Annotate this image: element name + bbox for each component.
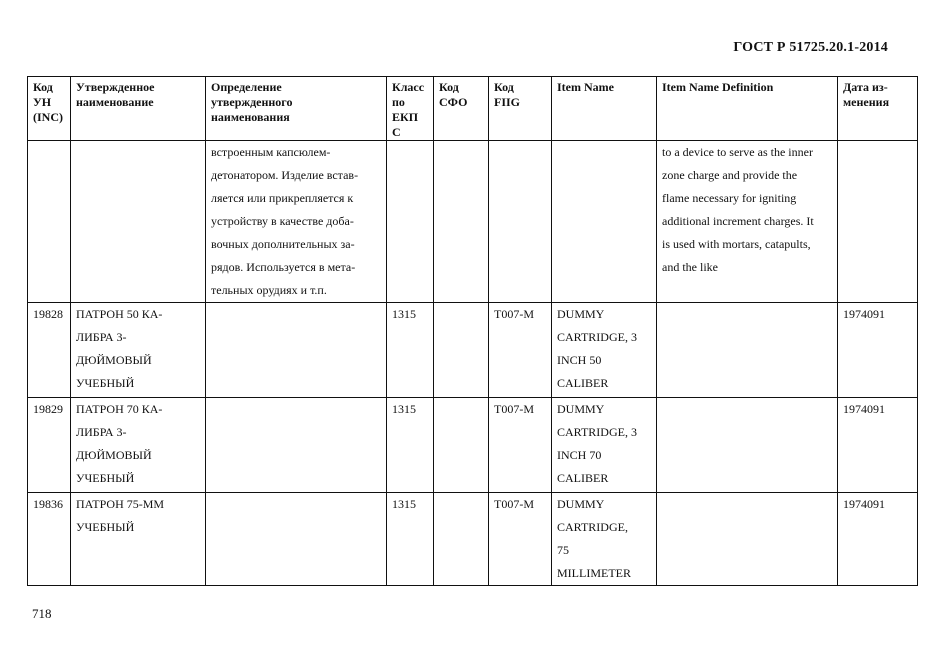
cell-inc: 19828 bbox=[28, 303, 71, 398]
header-approved-name: Утвержденное наименование bbox=[71, 77, 206, 141]
cell-fiig: T007-M bbox=[489, 493, 552, 586]
cell-fiig: T007-M bbox=[489, 303, 552, 398]
header-fiig: Код FIIG bbox=[489, 77, 552, 141]
cell-approved-name: ПАТРОН 75-ММ УЧЕБНЫЙ bbox=[71, 493, 206, 586]
registry-table bbox=[27, 76, 918, 586]
cell-class: 1315 bbox=[387, 493, 434, 586]
header-definition: Определение утвержденного наименования bbox=[206, 77, 387, 141]
header-inc: Код УН (INC) bbox=[28, 77, 71, 141]
cell-approved-name: ПАТРОН 70 КА- ЛИБРА 3- ДЮЙМОВЫЙ УЧЕБНЫЙ bbox=[71, 398, 206, 493]
cell-change-date: 1974091 bbox=[838, 303, 918, 398]
cell-sfo bbox=[434, 303, 489, 398]
cell-approved-name: ПАТРОН 50 КА- ЛИБРА 3- ДЮЙМОВЫЙ УЧЕБНЫЙ bbox=[71, 303, 206, 398]
cell-item-name bbox=[552, 141, 657, 303]
header-item-name-definition: Item Name Definition bbox=[657, 77, 838, 141]
cell-change-date: 1974091 bbox=[838, 398, 918, 493]
cell-inc: 19829 bbox=[28, 398, 71, 493]
cell-inc: 19836 bbox=[28, 493, 71, 586]
cell-approved-name bbox=[71, 141, 206, 303]
table-row bbox=[28, 493, 918, 586]
header-item-name: Item Name bbox=[552, 77, 657, 141]
cell-class: 1315 bbox=[387, 398, 434, 493]
cell-definition bbox=[206, 398, 387, 493]
cell-sfo bbox=[434, 141, 489, 303]
cell-change-date: 1974091 bbox=[838, 493, 918, 586]
cell-item-name-definition: to a device to serve as the inner zone charge and provide the flame necessary for igniting additional increment charges. It is used with mortars, catapults, and the like bbox=[657, 141, 838, 303]
header-row bbox=[28, 77, 918, 141]
table-row bbox=[28, 398, 918, 493]
page-number: 718 bbox=[32, 606, 52, 621]
cell-fiig: T007-M bbox=[489, 398, 552, 493]
cell-definition bbox=[206, 493, 387, 586]
cell-item-name: DUMMY CARTRIDGE, 3 INCH 50 CALIBER bbox=[552, 303, 657, 398]
header-sfo: Код СФО bbox=[434, 77, 489, 141]
cell-class: 1315 bbox=[387, 303, 434, 398]
table-row bbox=[28, 303, 918, 398]
cell-class bbox=[387, 141, 434, 303]
cell-sfo bbox=[434, 398, 489, 493]
cell-definition bbox=[206, 303, 387, 398]
cell-item-name-definition bbox=[657, 303, 838, 398]
cell-item-name-definition bbox=[657, 493, 838, 586]
header-change-date: Дата из- менения bbox=[838, 77, 918, 141]
cell-definition: встроенным капсюлем- детонатором. Изделие встав- ляется или прикрепляется к устройству в качестве доба- вочных дополнительных за- рядов. Используется в мета- тельных орудиях и т.п. bbox=[206, 141, 387, 303]
cell-inc bbox=[28, 141, 71, 303]
standard-designation: ГОСТ Р 51725.20.1-2014 bbox=[733, 40, 888, 55]
table-row-continuation bbox=[28, 141, 918, 303]
header-class: Класс по ЕКП С bbox=[387, 77, 434, 141]
cell-change-date bbox=[838, 141, 918, 303]
cell-sfo bbox=[434, 493, 489, 586]
cell-item-name-definition bbox=[657, 398, 838, 493]
cell-item-name: DUMMY CARTRIDGE, 3 INCH 70 CALIBER bbox=[552, 398, 657, 493]
cell-fiig bbox=[489, 141, 552, 303]
cell-item-name: DUMMY CARTRIDGE, 75 MILLIMETER bbox=[552, 493, 657, 586]
